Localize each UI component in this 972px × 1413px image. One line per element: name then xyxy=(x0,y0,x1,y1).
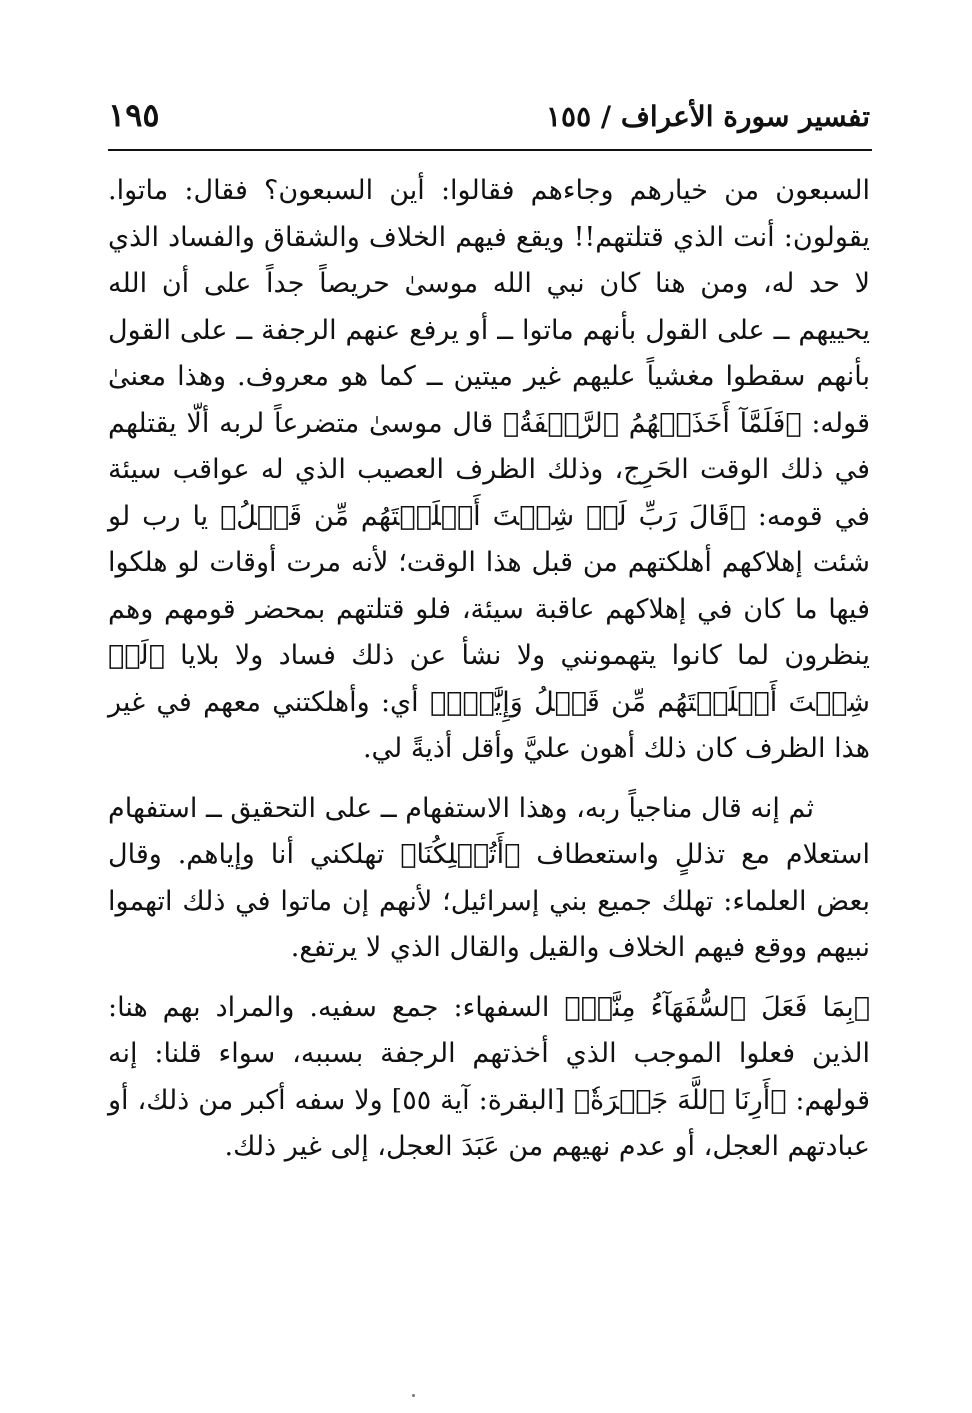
header-rule xyxy=(108,149,872,151)
body-text xyxy=(108,168,870,1171)
print-speck xyxy=(412,1394,415,1397)
paragraph-2: ثم إنه قال مناجياً ربه، وهذا الاستفهام ــ على التحقيق ــ استفهام استعلام مع تذللٍ واستعطاف ﴿أَتُهۡلِكُنَا﴾ تهلكني أنا وإياهم. وقال بعض العلماء: تهلك جميع بني إسرائيل؛ لأنهم إن ماتوا في ذلك اتهموا نبيهم ووقع فيهم الخلاف والقيل والقال الذي لا يرتفع. xyxy=(108,792,870,963)
running-title: تفسير سورة الأعراف / ١٥٥ xyxy=(545,100,870,133)
page-number: ١٩٥ xyxy=(108,96,160,134)
paragraph-3: ﴿بِمَا فَعَلَ ٱلسُّفَهَآءُ مِنَّآۖ﴾ السفهاء: جمع سفيه. والمراد بهم هنا: الذين فعلوا الموجب الذي أخذتهم الرجفة بسببه، سواء قلنا: إنه قولهم: ﴿أَرِنَا ٱللَّهَ جَهۡرَةٗ﴾ [البقرة: آية ٥٥] ولا سفه أكبر من ذلك، أو عبادتهم العجل، أو عدم نهيهم من عَبَدَ العجل، إلى غير ذلك. xyxy=(108,991,870,1162)
paragraph-1: السبعون من خيارهم وجاءهم فقالوا: أين السبعون؟ فقال: ماتوا. يقولون: أنت الذي قتلتهم!! ويقع فيهم الخلاف والشقاق والفساد الذي لا حد له، ومن هنا كان نبي الله موسىٰ حريصاً جداً على أن الله يحييهم ــ على القول بأنهم ماتوا ــ أو يرفع عنهم الرجفة ــ على القول بأنهم سقطوا مغشياً عليهم غير ميتين ــ كما هو معروف. وهذا معنىٰ قوله: ﴿فَلَمَّآ أَخَذَتۡهُمُ ٱلرَّجۡفَةُ﴾ قال موسىٰ متضرعاً لربه ألّا يقتلهم في ذلك الوقت الحَرِج، وذلك الظرف العصيب الذي له عواقب سيئة في قومه: ﴿قَالَ رَبِّ لَوۡ شِئۡتَ أَهۡلَكۡتَهُم مِّن قَبۡلُ﴾ يا رب لو شئت إهلاكهم أهلكتهم من قبل هذا الوقت؛ لأنه مرت أوقات لو هلكوا فيها ما كان في إهلاكهم عاقبة سيئة، فلو قتلتهم بمحضر قومهم وهم ينظرون لما كانوا يتهمونني ولا نشأ عن ذلك فساد ولا بلايا ﴿لَوۡ شِئۡتَ أَهۡلَكۡتَهُم مِّن قَبۡلُ وَإِيَّٰيَۖ﴾ أي: وأهلكتني معهم في غير هذا الظرف كان ذلك أهون عليَّ وأقل أذيةً لي. xyxy=(108,175,870,764)
page-header xyxy=(108,96,870,146)
